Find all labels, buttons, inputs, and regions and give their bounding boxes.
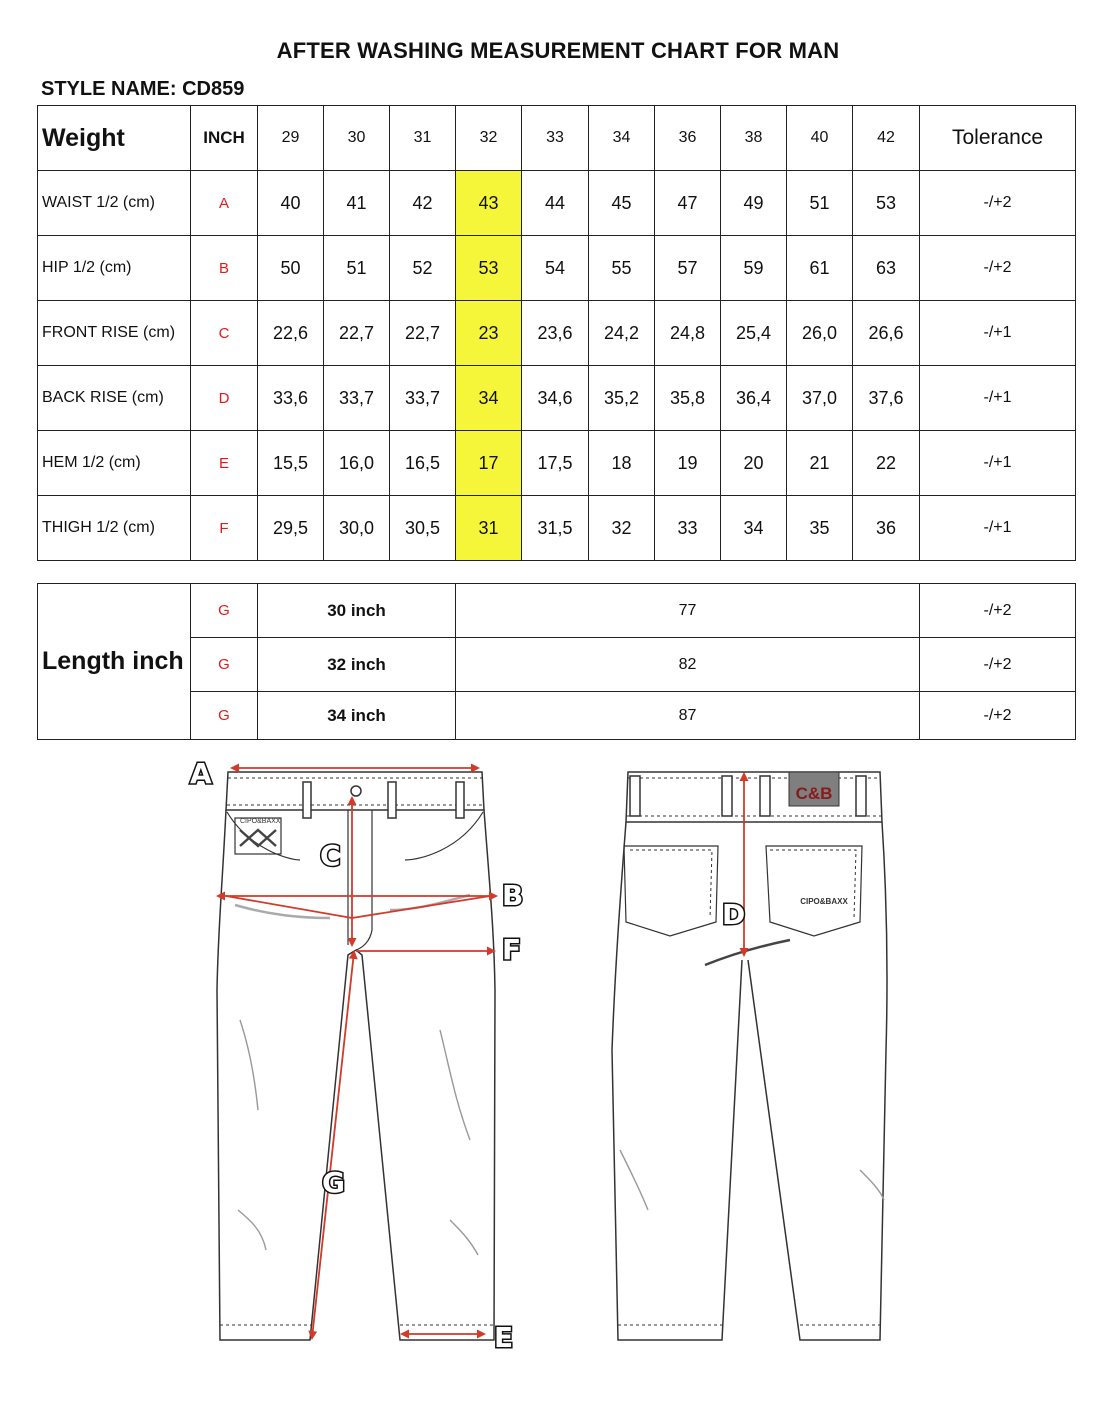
measurement-row — [38, 496, 1076, 561]
length-label: Length inch — [38, 584, 191, 740]
measurement-value: 31,5 — [522, 496, 589, 561]
measurement-value: 25,4 — [721, 301, 787, 366]
measurement-code: C — [191, 301, 258, 366]
length-value: 82 — [456, 638, 920, 692]
measurement-value: 34 — [456, 366, 522, 431]
measurement-value: 23,6 — [522, 301, 589, 366]
measurement-tolerance: -/+2 — [920, 236, 1076, 301]
measurement-value: 15,5 — [258, 431, 324, 496]
size-header-row — [38, 106, 1076, 171]
measurement-tolerance: -/+1 — [920, 301, 1076, 366]
front-pocket-logo-text: CIPO&BAXX — [240, 818, 281, 825]
measurement-row — [38, 301, 1076, 366]
measurement-row — [38, 236, 1076, 301]
measurement-tolerance: -/+1 — [920, 496, 1076, 561]
length-name: 32 inch — [258, 638, 456, 692]
measurement-label: THIGH 1/2 (cm) — [38, 496, 191, 561]
measurement-value: 50 — [258, 236, 324, 301]
length-name: 34 inch — [258, 692, 456, 740]
measurement-value: 44 — [522, 171, 589, 236]
measurement-value: 45 — [589, 171, 655, 236]
length-row — [38, 638, 1076, 692]
measurement-label: FRONT RISE (cm) — [38, 301, 191, 366]
size-header-33: 33 — [522, 106, 589, 171]
size-header-36: 36 — [655, 106, 721, 171]
measurement-value: 35 — [787, 496, 853, 561]
measurement-value: 16,0 — [324, 431, 390, 496]
measurement-value: 51 — [324, 236, 390, 301]
measurement-value: 41 — [324, 171, 390, 236]
style-name: STYLE NAME: CD859 — [41, 78, 245, 100]
back-pocket-logo-text: CIPO&BAXX — [800, 897, 848, 906]
measurement-value: 22,6 — [258, 301, 324, 366]
measurement-value: 63 — [853, 236, 920, 301]
measurement-value: 16,5 — [390, 431, 456, 496]
measurement-value: 47 — [655, 171, 721, 236]
length-value: 77 — [456, 584, 920, 638]
measurement-value: 43 — [456, 171, 522, 236]
measurement-value: 34,6 — [522, 366, 589, 431]
length-row — [38, 692, 1076, 740]
measurement-value: 22,7 — [324, 301, 390, 366]
measurement-value: 53 — [456, 236, 522, 301]
size-header-40: 40 — [787, 106, 853, 171]
measurement-value: 37,0 — [787, 366, 853, 431]
measurement-value: 33,7 — [324, 366, 390, 431]
measurement-value: 33 — [655, 496, 721, 561]
measurement-value: 32 — [589, 496, 655, 561]
measurement-value: 22,7 — [390, 301, 456, 366]
marker-g-label: G — [322, 1166, 345, 1199]
measurement-row — [38, 366, 1076, 431]
measurement-label: WAIST 1/2 (cm) — [38, 171, 191, 236]
tolerance-header: Tolerance — [920, 106, 1076, 171]
measurement-value: 52 — [390, 236, 456, 301]
length-tolerance: -/+2 — [920, 584, 1076, 638]
measurement-value: 54 — [522, 236, 589, 301]
measurement-value: 35,8 — [655, 366, 721, 431]
size-header-42: 42 — [853, 106, 920, 171]
length-code: G — [191, 638, 258, 692]
size-header-32: 32 — [456, 106, 522, 171]
measurement-value: 22 — [853, 431, 920, 496]
length-tolerance: -/+2 — [920, 638, 1076, 692]
jeans-diagram — [0, 750, 1116, 1410]
inch-header: INCH — [191, 106, 258, 171]
size-header-30: 30 — [324, 106, 390, 171]
measurement-value: 53 — [853, 171, 920, 236]
measurement-value: 29,5 — [258, 496, 324, 561]
measurement-value: 37,6 — [853, 366, 920, 431]
measurement-value: 57 — [655, 236, 721, 301]
length-measurement-table — [37, 583, 1076, 740]
measurement-value: 42 — [390, 171, 456, 236]
measurement-value: 36 — [853, 496, 920, 561]
measurement-row — [38, 431, 1076, 496]
length-code: G — [191, 692, 258, 740]
measurement-value: 26,6 — [853, 301, 920, 366]
measurement-value: 33,7 — [390, 366, 456, 431]
measurement-label: HIP 1/2 (cm) — [38, 236, 191, 301]
size-header-29: 29 — [258, 106, 324, 171]
length-row — [38, 584, 1076, 638]
measurement-value: 30,5 — [390, 496, 456, 561]
length-value: 87 — [456, 692, 920, 740]
size-header-34: 34 — [589, 106, 655, 171]
measurement-value: 51 — [787, 171, 853, 236]
size-header-31: 31 — [390, 106, 456, 171]
measurement-tolerance: -/+1 — [920, 366, 1076, 431]
measurement-value: 19 — [655, 431, 721, 496]
measurement-value: 23 — [456, 301, 522, 366]
length-tolerance: -/+2 — [920, 692, 1076, 740]
measurement-value: 24,2 — [589, 301, 655, 366]
size-measurement-table — [37, 105, 1076, 561]
size-header-38: 38 — [721, 106, 787, 171]
marker-c-label: C — [320, 839, 341, 872]
measurement-value: 36,4 — [721, 366, 787, 431]
marker-a-label: A — [190, 757, 212, 790]
measurement-value: 17,5 — [522, 431, 589, 496]
measurement-value: 35,2 — [589, 366, 655, 431]
measurement-code: F — [191, 496, 258, 561]
marker-b-label: B — [502, 879, 524, 912]
measurement-value: 17 — [456, 431, 522, 496]
marker-d-label: D — [722, 898, 746, 931]
measurement-value: 24,8 — [655, 301, 721, 366]
measurement-code: A — [191, 171, 258, 236]
marker-e-label: E — [494, 1321, 514, 1354]
measurement-label: HEM 1/2 (cm) — [38, 431, 191, 496]
length-code: G — [191, 584, 258, 638]
marker-f-label: F — [502, 933, 522, 966]
back-patch-logo-text: C&B — [795, 784, 833, 803]
measurement-value: 20 — [721, 431, 787, 496]
measurement-value: 59 — [721, 236, 787, 301]
measurement-code: D — [191, 366, 258, 431]
measurement-value: 49 — [721, 171, 787, 236]
front-jeans-drawing — [217, 772, 495, 1340]
back-jeans-drawing — [612, 772, 887, 1340]
measurement-value: 18 — [589, 431, 655, 496]
measurement-value: 34 — [721, 496, 787, 561]
measurement-value: 40 — [258, 171, 324, 236]
measurement-tolerance: -/+1 — [920, 431, 1076, 496]
measurement-code: E — [191, 431, 258, 496]
measurement-value: 21 — [787, 431, 853, 496]
measurement-value: 31 — [456, 496, 522, 561]
measurement-tolerance: -/+2 — [920, 171, 1076, 236]
measurement-label: BACK RISE (cm) — [38, 366, 191, 431]
measurement-value: 30,0 — [324, 496, 390, 561]
measurement-value: 55 — [589, 236, 655, 301]
length-name: 30 inch — [258, 584, 456, 638]
measurement-value: 33,6 — [258, 366, 324, 431]
weight-header: Weight — [38, 106, 191, 171]
measurement-value: 61 — [787, 236, 853, 301]
page-title: AFTER WASHING MEASUREMENT CHART FOR MAN — [276, 38, 840, 63]
measurement-row — [38, 171, 1076, 236]
measurement-code: B — [191, 236, 258, 301]
measurement-value: 26,0 — [787, 301, 853, 366]
